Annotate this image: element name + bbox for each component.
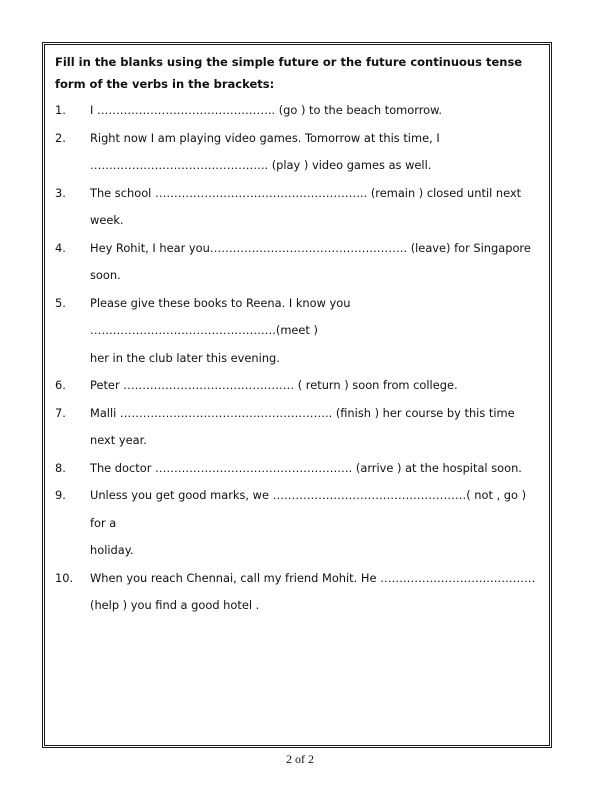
question-text: Peter ……………………………………… ( return ) soon from college. — [90, 378, 458, 392]
question-text: Hey Rohit, I hear you……………………………………………. (leave) for Singapore soon. — [90, 240, 531, 282]
question-text: When you reach Chennai, call my friend Mohit. He ………………………..………… — [90, 570, 536, 585]
question-number: 4. — [55, 240, 66, 255]
worksheet-content — [55, 51, 539, 620]
question-text: Right now I am playing video games. Tomorrow at this time, I — [90, 130, 440, 145]
question-text: I ……………………………………….. (go ) to the beach tomorrow. — [90, 103, 442, 117]
question-text: her in the club later this evening. — [90, 350, 280, 365]
question-text: Unless you get good marks, we ……………………………………………( not , go ) for a — [90, 488, 527, 530]
question-number: 10. — [55, 570, 74, 585]
question-6 — [55, 372, 539, 400]
question-9-continued — [55, 537, 539, 565]
question-text: (help ) you find a good hotel . — [90, 598, 260, 612]
question-9 — [55, 482, 539, 537]
question-5-continued — [55, 345, 539, 373]
instructions-heading: Fill in the blanks using the simple future or the future continuous tense form of the verbs in the brackets: — [55, 55, 523, 91]
question-text: Please give these books to Reena. I know you ………………………………………….(meet ) — [90, 295, 351, 337]
question-1 — [55, 97, 539, 125]
question-number: 6. — [55, 378, 66, 392]
page-border — [42, 42, 552, 748]
page-number: 2 of 2 — [286, 752, 314, 766]
question-10 — [55, 565, 539, 593]
question-text: The school ……………………………………………….. (remain ) closed until next week. — [90, 185, 522, 227]
question-number: 2. — [55, 130, 66, 145]
question-10-continued — [55, 592, 539, 620]
question-number: 5. — [55, 295, 66, 310]
question-text: ……………………………………….. (play ) video games as well. — [90, 158, 432, 172]
question-2 — [55, 125, 539, 153]
question-text: holiday. — [90, 543, 134, 557]
question-number: 1. — [55, 103, 66, 117]
question-5 — [55, 290, 539, 345]
question-text: The doctor ……………………………………………. (arrive ) at the hospital soon. — [90, 460, 522, 475]
question-number: 8. — [55, 460, 66, 475]
question-number: 9. — [55, 488, 66, 502]
question-text: Malli ……………………………………………….. (finish ) her course by this time next year. — [90, 405, 515, 447]
question-8 — [55, 455, 539, 483]
question-number: 3. — [55, 185, 66, 200]
question-4 — [55, 235, 539, 290]
question-2-continued — [55, 152, 539, 180]
question-number: 7. — [55, 405, 66, 420]
question-7 — [55, 400, 539, 455]
question-3 — [55, 180, 539, 235]
